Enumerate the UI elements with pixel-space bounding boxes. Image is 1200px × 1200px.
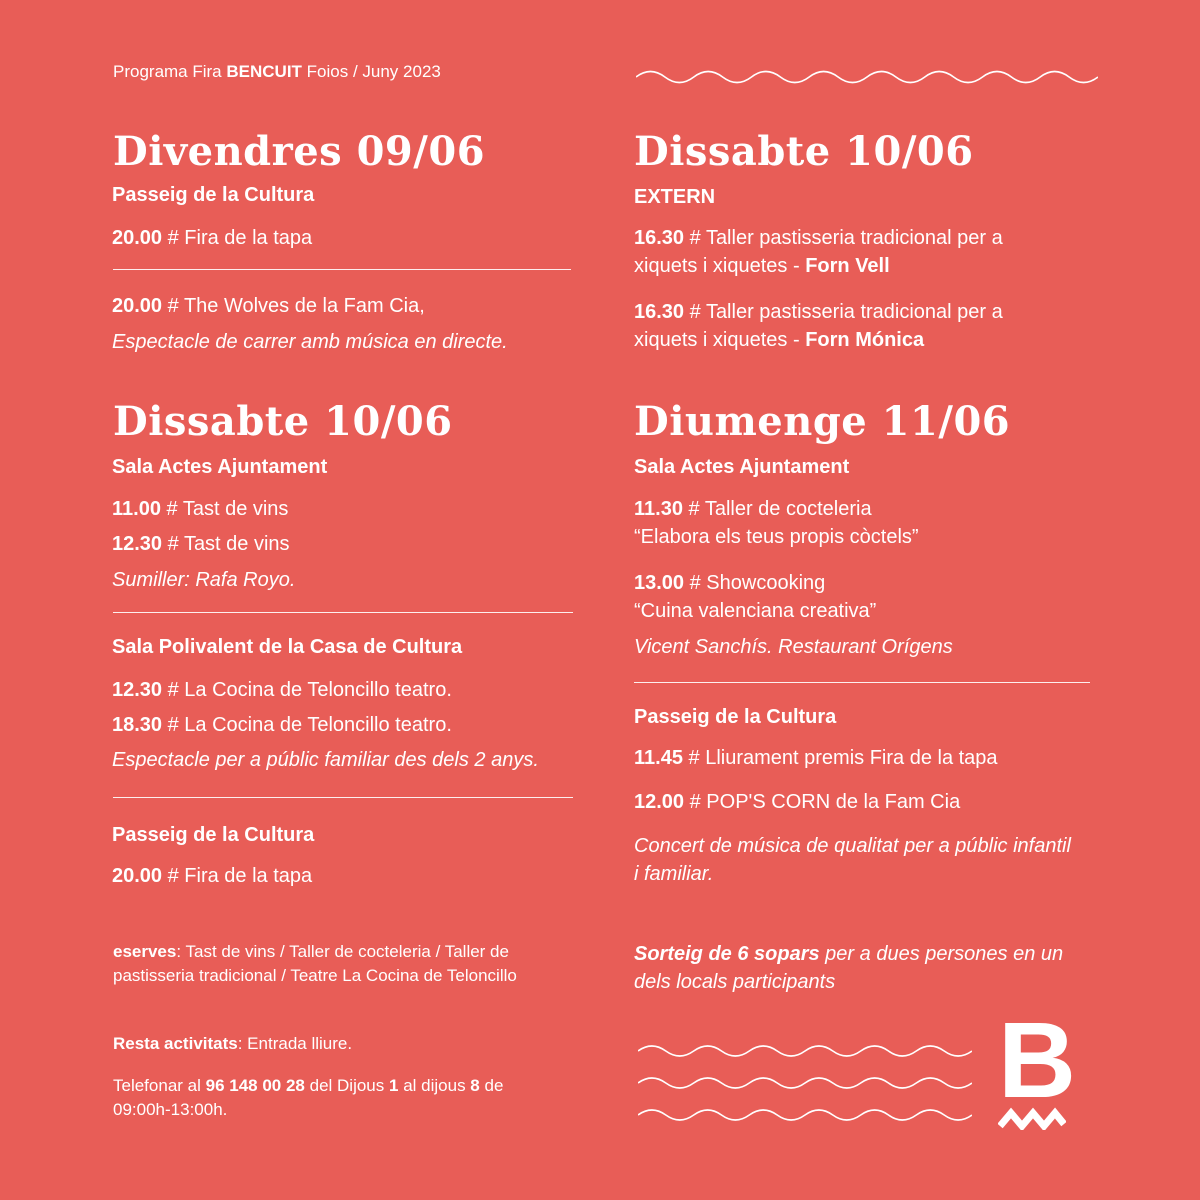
event-item: 12.00 # POP'S CORN de la Fam Cia: [634, 791, 961, 813]
day-title-friday: Divendres 09/06: [113, 128, 486, 175]
event-item: 18.30 # La Cocina de Teloncillo teatro.: [112, 714, 452, 736]
event-item: 16.30 # Taller pastisseria tradicional per a xiquets i xiquetes - Forn Mónica: [634, 301, 1003, 351]
event-note: Espectacle de carrer amb música en directe.: [112, 331, 508, 353]
event-note: Vicent Sanchís. Restaurant Orígens: [634, 636, 953, 658]
event-item: 20.00 # The Wolves de la Fam Cia,: [112, 295, 425, 317]
reservations-info: eserves: Tast de vins / Taller de cocteleria / Taller de pastisseria tradicional / Teatre La Cocina de Teloncillo: [113, 942, 517, 985]
event-item: 11.30 # Taller de cocteleria: [634, 498, 872, 520]
event-note: Espectacle per a públic familiar des dels 2 anys.: [112, 749, 539, 771]
divider: [113, 797, 573, 798]
phone-info: Telefonar al 96 148 00 28 del Dijous 1 al dijous 8 de 09:00h-13:00h.: [113, 1076, 504, 1119]
raffle-info: Sorteig de 6 sopars per a dues persones en un dels locals participants: [634, 943, 1064, 993]
event-note: Sumiller: Rafa Royo.: [112, 569, 296, 591]
wave-decoration-icon: [636, 66, 1098, 88]
event-subtitle: “Cuina valenciana creativa”: [634, 600, 877, 622]
day-title-saturday: Dissabte 10/06: [634, 128, 974, 175]
day-title-saturday: Dissabte 10/06: [113, 398, 453, 445]
event-note: Concert de música de qualitat per a públic infantil i familiar.: [634, 835, 1071, 885]
venue-label: Sala Actes Ajuntament: [634, 456, 850, 478]
venue-label: Passeig de la Cultura: [634, 706, 837, 728]
divider: [113, 269, 571, 270]
event-item: 20.00 # Fira de la tapa: [112, 865, 313, 887]
bencuit-logo-icon: B: [998, 999, 1076, 1120]
venue-label: EXTERN: [634, 186, 716, 208]
event-item: 11.45 # Lliurament premis Fira de la tapa: [634, 747, 998, 769]
venue-label: Passeig de la Cultura: [112, 824, 315, 846]
event-item: 12.30 # La Cocina de Teloncillo teatro.: [112, 679, 452, 701]
event-item: 12.30 # Tast de vins: [112, 533, 290, 555]
venue-label: Sala Polivalent de la Casa de Cultura: [112, 636, 463, 658]
venue-label: Passeig de la Cultura: [112, 184, 315, 206]
venue-label: Sala Actes Ajuntament: [112, 456, 328, 478]
event-subtitle: “Elabora els teus propis còctels”: [634, 526, 919, 548]
day-title-sunday: Diumenge 11/06: [634, 398, 1011, 445]
program-header: Programa Fira BENCUIT Foios / Juny 2023: [113, 62, 441, 81]
event-item: 20.00 # Fira de la tapa: [112, 227, 313, 249]
event-item: 11.00 # Tast de vins: [112, 498, 289, 520]
logo-zigzag-icon: [998, 1106, 1066, 1130]
divider: [634, 682, 1090, 683]
event-item: 13.00 # Showcooking: [634, 572, 826, 594]
phone-number: 96 148 00 28: [205, 1076, 305, 1095]
divider: [113, 612, 573, 613]
event-item: 16.30 # Taller pastisseria tradicional per a xiquets i xiquetes - Forn Vell: [634, 227, 1003, 277]
free-entry-info: Resta activitats: Entrada lliure.: [113, 1034, 353, 1053]
brand-name: BENCUIT: [226, 62, 302, 81]
wave-decoration-icon: [638, 1040, 972, 1130]
